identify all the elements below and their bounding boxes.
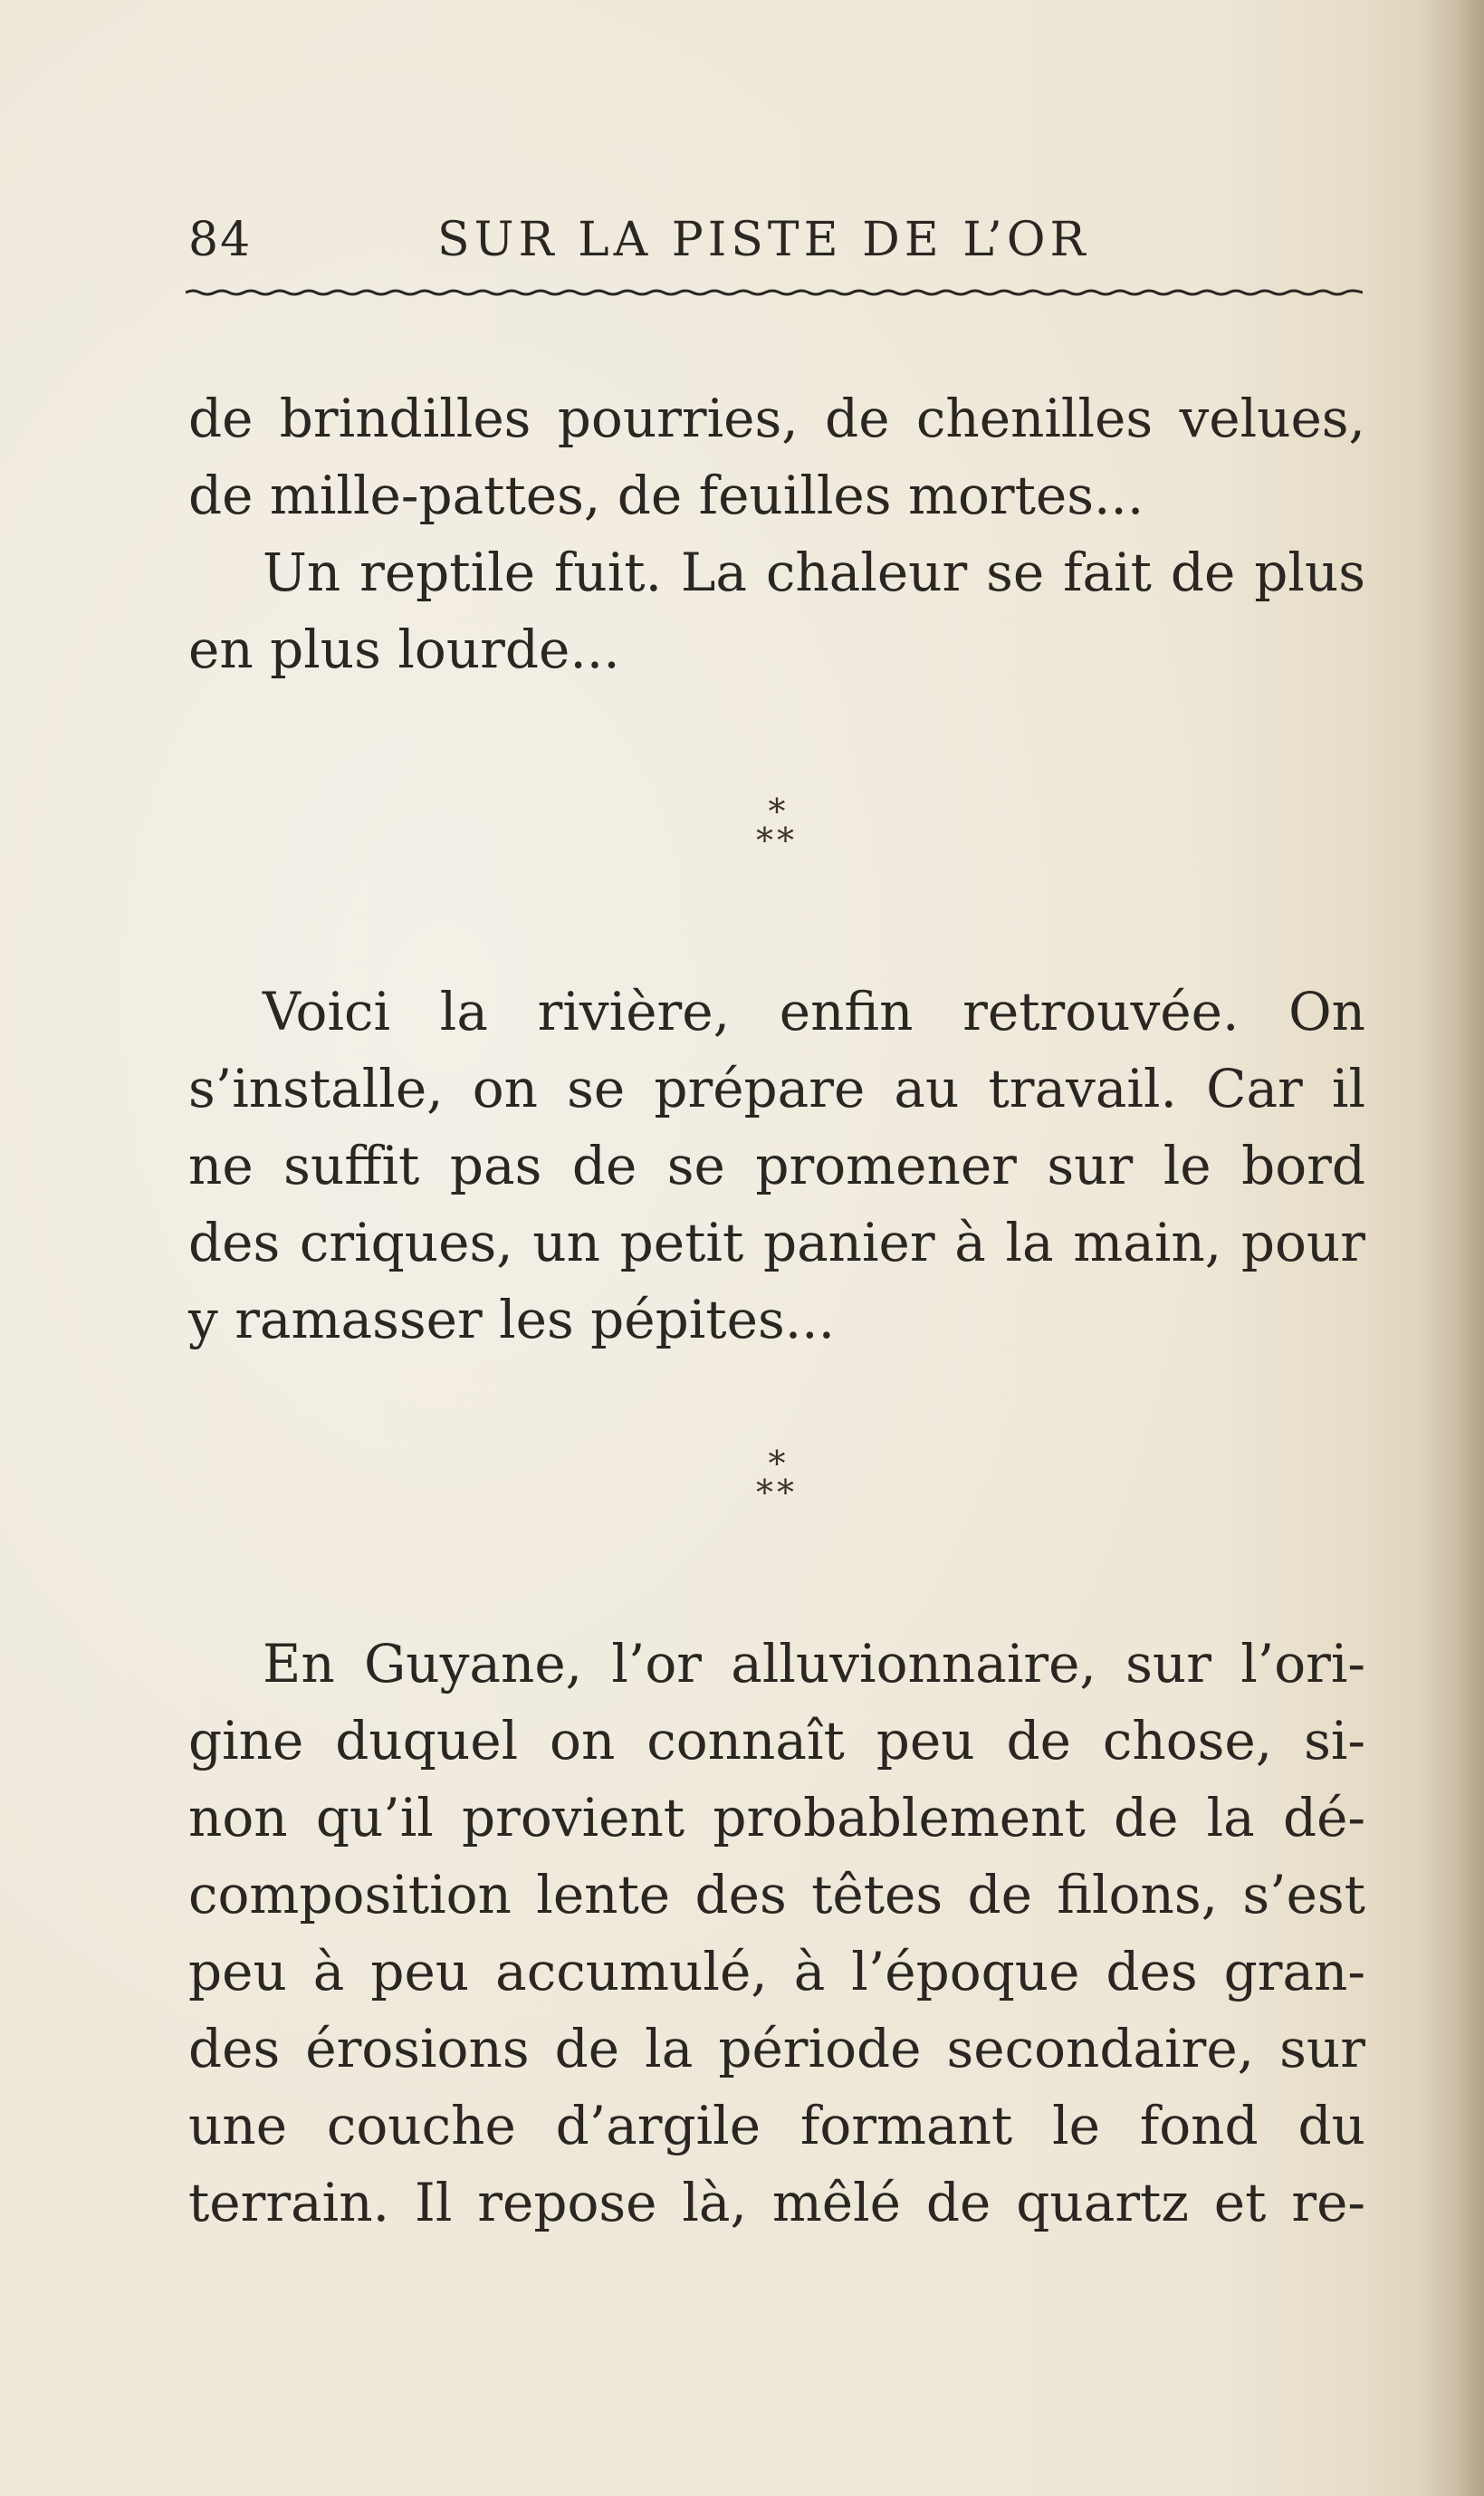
paragraph-guyane [188, 1626, 1365, 2242]
text-line: Un reptile fuit. La chaleur se fait de plus [263, 542, 1365, 603]
text-line: une couche d’argile formant le fond du [188, 2095, 1365, 2156]
text-line: ne suffit pas de se promener sur le bord [188, 1135, 1365, 1196]
text-line: En Guyane, l’or alluvionnaire, sur l’ori- [263, 1633, 1365, 1694]
paragraph-continuation [188, 380, 1365, 534]
text-line: terrain. Il repose là, mêlé de quartz et re- [188, 2172, 1365, 2233]
header-ornamental-rule [186, 288, 1363, 297]
text-line: de mille-pattes, de feuilles mortes... [188, 465, 1144, 526]
text-line: non qu’il provient probablement de la dé- [188, 1787, 1365, 1848]
page-edge-shadow [1421, 0, 1484, 2496]
asterism-top: * [768, 792, 786, 831]
paragraph-reptile [188, 534, 1365, 688]
text-line: composition lente des têtes de filons, s’est [188, 1864, 1365, 1925]
text-line: peu à peu accumulé, à l’époque des gran- [188, 1941, 1365, 2002]
text-line: de brindilles pourries, de chenilles velues, [188, 388, 1365, 449]
text-line: des criques, un petit panier à la main, pour [188, 1212, 1365, 1273]
paragraph-riviere [188, 974, 1365, 1358]
page-number: 84 [188, 213, 253, 267]
running-title: SUR LA PISTE DE L’OR [437, 213, 1090, 267]
text-line: des érosions de la période secondaire, sur [188, 2018, 1365, 2079]
running-head [188, 208, 1365, 272]
text-line: en plus lourde... [188, 619, 620, 680]
section-separator-asterism [732, 792, 822, 869]
asterism-top: * [768, 1444, 786, 1483]
text-line: s’installe, on se prépare au travail. Car il [188, 1058, 1365, 1119]
text-line: gine duquel on connaît peu de chose, si- [188, 1710, 1365, 1771]
section-separator-asterism [732, 1444, 822, 1522]
asterism-bottom: ** [756, 1473, 798, 1512]
asterism-bottom: ** [756, 821, 798, 860]
text-line: y ramasser les pépites... [188, 1289, 836, 1350]
text-line: Voici la rivière, enfin retrouvée. On [263, 981, 1365, 1042]
